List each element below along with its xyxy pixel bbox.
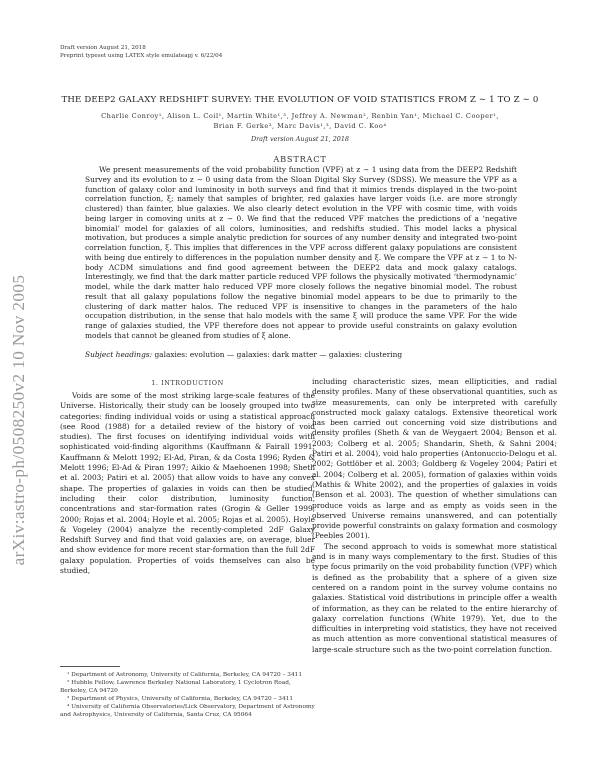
subject-headings	[85, 350, 517, 360]
author-line-1: Charlie Conroy¹, Alison L. Coil¹, Martin White¹,³, Jeffrey A. Newman², Renbin Yan¹, Michael C. Cooper¹,	[101, 112, 499, 120]
footnote-2: ² Hubble Fellow, Lawrence Berkeley National Laboratory, 1 Cyclotron Road, Berkeley, CA 94720	[60, 680, 291, 695]
intro-left-column: Voids are some of the most striking large-scale features of the Universe. Historically, their study can be loosely grouped into two categories: finding individual voids or using a statistical approach (see Rood (1988) for a detailed review of the history of void studies). The first focuses on identifying individual voids with sophisticated void-finding algorithms (Kauffmann & Fairall 1991; Kauffmann & Melott 1992; El-Ad, Piran, & da Costa 1996; Ryden & Melott 1996; El-Ad & Piran 1997; Aikio & Maehoenen 1998; Sheth et al. 2003; Patiri et al. 2005) that allow voids to have any convex shape. The properties of galaxies in voids can then be studied, including their color distribution, luminosity function, concentrations and star-formation rates (Grogin & Geller 1999, 2000; Rojas et al. 2004; Hoyle et al. 2005; Rojas et al. 2005). Hoyle & Vogeley (2004) analyze the recently-completed 2dF Galaxy Redshift Survey and find that void galaxies are, on average, bluer and show evidence for more recent star-formation than the full 2dF galaxy population. Properties of voids themselves can also be studied,	[60, 391, 315, 576]
section-heading-introduction: 1. INTRODUCTION	[151, 379, 224, 387]
draft-date-line: Draft version August 21, 2018	[251, 135, 349, 143]
intro-right-column	[312, 377, 557, 655]
intro-paragraph-second-approach: The second approach to voids is somewhat more statistical and is in many ways complementary to the first. Studies of this type focus primarily on the void probability function (VPF) which is defined as the probability that a sphere of a given size centered on a random point in the survey volume contains no galaxies. Statistical void distributions in principle offer a wealth of information, as they can be related to the entire hierarchy of galaxy correlation functions (White 1979). Yet, due to the difficulties in interpreting void statistics, they have not received as much attention as more conventional statistical measures of large-scale structure such as the two-point correlation function.	[312, 541, 557, 654]
footnote-3: ³ Department of Physics, University of California, Berkeley, CA 94720 – 3411	[67, 696, 294, 703]
draft-version-header: Draft version August 21, 2018	[60, 45, 146, 51]
author-list	[40, 111, 560, 131]
author-line-2: Brian F. Gerke³, Marc Davis¹,³, David C. Koo⁴	[213, 122, 387, 130]
subject-headings-list: galaxies: evolution — galaxies: dark matter — galaxies: clustering	[152, 350, 403, 359]
paper-title: THE DEEP2 GALAXY REDSHIFT SURVEY: THE EVOLUTION OF VOID STATISTICS FROM Z ∼ 1 TO Z ∼ 0	[61, 95, 539, 105]
abstract-text: We present measurements of the void probability function (VPF) at z ∼ 1 using data from the DEEP2 Redshift Survey and its evolution to z ∼ 0 using data from the Sloan Digital Sky Survey (SDSS). We measure the VPF as a function of galaxy color and luminosity in both surveys and find that it mimics trends displayed in the two-point correlation function, ξ; namely that samples of brighter, red galaxies have larger voids (i.e. are more strongly clustered) than fainter, blue galaxies. We also clearly detect evolution in the VPF with cosmic time, with voids being larger in comoving units at z ∼ 0. We find that the reduced VPF matches the predictions of a ‘negative binomial’ model for galaxies of all colors, luminosities, and redshifts studied. This model lacks a physical motivation, but produces a simple analytic prediction for sources of any number density and integrated two-point correlation function, ξ. This implies that differences in the VPF across different galaxy populations are consistent with being due entirely to differences in the population number density and ξ. We compare the VPF at z ∼ 1 to N-body ΛCDM simulations and find good agreement between the DEEP2 data and mock galaxy catalogs. Interestingly, we find that the dark matter particle reduced VPF follows the physically motivated ‘thermodynamic’ model, while the dark matter halo reduced VPF more closely follows the negative binomial model. The robust result that all galaxy populations follow the negative binomial model appears to be due to primarily to the clustering of dark matter halos. The reduced VPF is insensitive to changes in the parameters of the halo occupation distribution, in the sense that halo models with the same ξ will produce the same VPF. For the wide range of galaxies studied, the VPF therefore does not appear to provide useful constraints on galaxy evolution models that cannot be gleaned from studies of ξ alone.	[85, 165, 517, 340]
arxiv-stamp-text: arXiv:astro-ph/0508250v2 10 Nov 2005	[9, 274, 28, 566]
intro-paragraph-continued: including characteristic sizes, mean ellipticities, and radial density profiles. Many of these observational quantities, such as size measurements, can only be interpreted with carefully constructed mock galaxy catalogs. Extensive theoretical work has been carried out concerning void size distributions and density profiles (Sheth & van de Weygaert 2004; Benson et al. 2003; Colberg et al. 2005; Shandarin, Sheth, & Sahni 2004; Patiri et al. 2004), void halo properties (Antonuccio-Delogu et al. 2002; Gottlöber et al. 2003; Goldberg & Vogeley 2004; Patiri et al. 2004; Colberg et al. 2005), formation of galaxies within voids (Mathis & White 2002), and the properties of galaxies in voids (Benson et al. 2003). The question of whether simulations can produce voids as large and as empty as voids seen in the observed Universe remains unanswered, and can potentially provide powerful constraints on galaxy formation and cosmology (Peebles 2001).	[312, 377, 557, 541]
footnote-rule	[60, 666, 120, 667]
subject-headings-label: Subject headings:	[85, 350, 153, 359]
preprint-style-note: Preprint typeset using LATEX style emulateapj v. 6/22/04	[60, 53, 223, 59]
footnote-1: ¹ Department of Astronomy, University of California, Berkeley, CA 94720 – 3411	[67, 672, 303, 678]
footnote-4: ⁴ University of California Observatories/Lick Observatory, Department of Astronomy and Astrophysics, University of California, Santa Cruz, CA 95064	[60, 704, 315, 719]
abstract-heading: ABSTRACT	[273, 154, 327, 164]
footnotes	[60, 671, 315, 720]
